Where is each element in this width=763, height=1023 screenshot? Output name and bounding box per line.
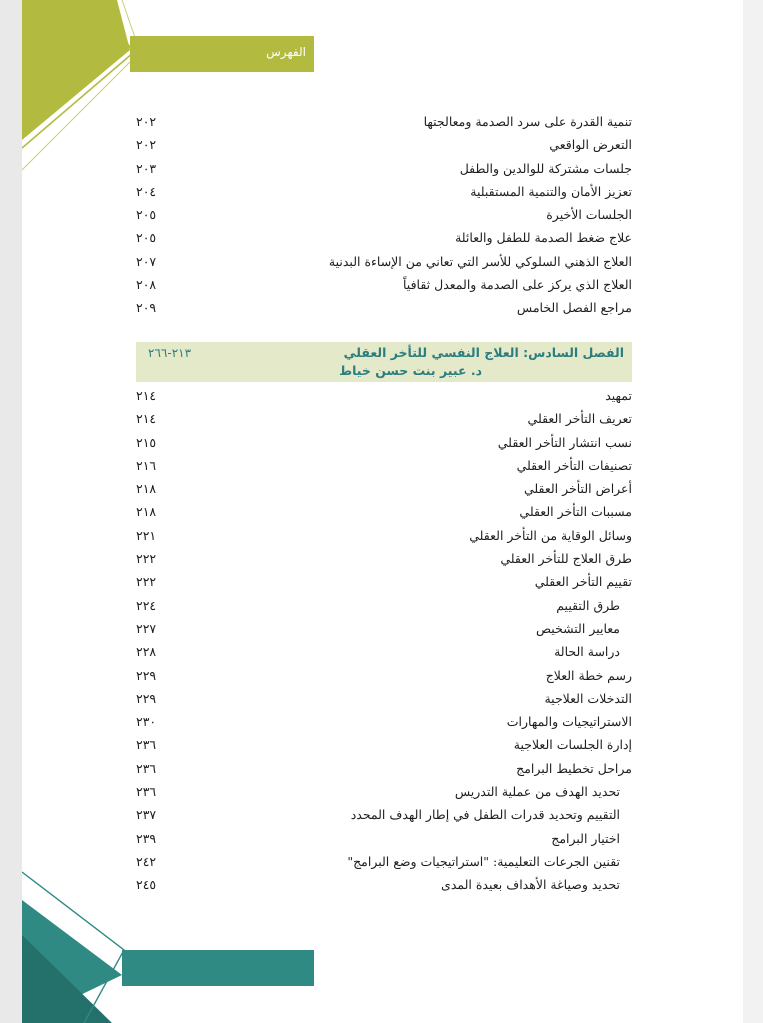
toc-entry: [136, 431, 632, 454]
toc-entry-page: ٢٢٩: [136, 667, 157, 683]
toc-entry-title: اختيار البرامج: [551, 830, 620, 846]
toc-entry: [136, 250, 632, 273]
toc-entry-title: مراحل تخطيط البرامج: [516, 760, 632, 776]
toc-entry-page: ٢٣٩: [136, 830, 157, 846]
page-title: الفهرس: [266, 45, 306, 59]
toc-entry-page: ٢٠٥: [136, 230, 157, 246]
toc-entry-page: ٢٣٦: [136, 737, 157, 753]
toc-entry-page: ٢٠٥: [136, 207, 157, 223]
toc-entry-title: دراسة الحالة: [554, 644, 620, 660]
toc-section-top: [136, 110, 632, 320]
toc-entry-title: الجلسات الأخيرة: [546, 207, 632, 223]
toc-entry-page: ٢٣٦: [136, 760, 157, 776]
toc-entry-page: ٢٢١: [136, 527, 157, 543]
toc-entry-title: تصنيفات التأخر العقلي: [516, 457, 632, 473]
toc-entry: [136, 664, 632, 687]
toc-entry-page: ٢٤٢: [136, 853, 157, 869]
toc-entry-page: ٢١٨: [136, 504, 157, 520]
toc-entry: [136, 110, 632, 133]
toc-entry-page: ٢٢٨: [136, 644, 157, 660]
toc-entry-title: علاج ضغط الصدمة للطفل والعائلة: [455, 230, 632, 246]
toc-entry-title: وسائل الوقاية من التأخر العقلي: [469, 527, 632, 543]
toc-entry: [136, 180, 632, 203]
toc-entry: [136, 570, 632, 593]
toc-entry: [136, 384, 632, 407]
toc-entry-page: ٢٣٦: [136, 784, 157, 800]
toc-entry-title: تقييم التأخر العقلي: [534, 574, 632, 590]
toc-entry-page: ٢٠٨: [136, 277, 157, 293]
toc-entry-page: ٢٤٥: [136, 877, 157, 893]
footer-bar: [122, 950, 314, 986]
toc-entry-page: ٢١٦: [136, 457, 157, 473]
toc-entry: [136, 640, 632, 663]
toc-entry-page: ٢٠٧: [136, 253, 157, 269]
toc-entry: [136, 850, 632, 873]
toc-entry-title: إدارة الجلسات العلاجية: [513, 737, 632, 753]
toc-entry-title: معايير التشخيص: [535, 620, 620, 636]
toc-entry: [136, 407, 632, 430]
toc-entry-title: تنمية القدرة على سرد الصدمة ومعالجتها: [423, 114, 632, 129]
toc-entry: [136, 157, 632, 180]
toc-entry-title: رسم خطة العلاج: [545, 667, 632, 683]
toc-entry-title: تعريف التأخر العقلي: [527, 411, 632, 427]
book-page: [22, 0, 743, 1023]
toc-entry-page: ٢٠٤: [136, 183, 157, 199]
toc-entry: [136, 273, 632, 296]
toc-entry-page: ٢١٤: [136, 411, 157, 427]
chapter-title: الفصل السادس: العلاج النفسي للتأخر العقلي: [343, 345, 624, 360]
toc-entry-page: ٢٢٤: [136, 597, 157, 613]
toc-entry: [136, 617, 632, 640]
toc-entry-title: تحديد وصياغة الأهداف بعيدة المدى: [441, 877, 620, 893]
toc-entry-page: ٢١٤: [136, 388, 157, 403]
toc-entry: [136, 477, 632, 500]
toc-entry: [136, 710, 632, 733]
toc-entry-title: تمهيد: [605, 388, 632, 403]
toc-entry-title: أعراض التأخر العقلي: [523, 481, 632, 497]
toc-entry-title: التقييم وتحديد قدرات الطفل في إطار الهدف المحدد: [350, 807, 620, 823]
toc-entry: [136, 594, 632, 617]
toc-entry-page: ٢٣٠: [136, 714, 157, 730]
toc-entry-page: ٢٠٩: [136, 300, 157, 316]
toc-entry-title: مراجع الفصل الخامس: [516, 300, 632, 316]
toc-entry: [136, 133, 632, 156]
chapter-page-range: ٢١٣-٢٦٦: [148, 346, 192, 360]
header-bar: [130, 36, 314, 72]
toc-entry: [136, 780, 632, 803]
toc-entry-page: ٢١٨: [136, 481, 157, 497]
toc-entry-page: ٢٣٧: [136, 807, 157, 823]
toc-entry: [136, 296, 632, 319]
toc-entry-page: ٢٢٧: [136, 620, 157, 636]
toc-entry: [136, 733, 632, 756]
toc-entry: [136, 454, 632, 477]
toc-entry: [136, 203, 632, 226]
toc-entry-page: ٢٢٢: [136, 574, 157, 590]
toc-entry: [136, 827, 632, 850]
toc-entry-title: العلاج الذي يركز على الصدمة والمعدل ثقافياً: [402, 277, 632, 293]
toc-entry: [136, 803, 632, 826]
toc-entry-page: ٢٢٢: [136, 551, 157, 567]
toc-entry-page: ٢١٥: [136, 434, 157, 450]
toc-entry: [136, 873, 632, 896]
toc-entry-page: ٢٠٢: [136, 137, 157, 153]
toc-entry-title: تقنين الجرعات التعليمية: "استراتيجيات وضع البرامج": [347, 853, 620, 869]
toc-entry-page: ٢٠٣: [136, 160, 157, 176]
toc-entry-title: تحديد الهدف من عملية التدريس: [454, 784, 620, 800]
toc-entry-title: طرق التقييم: [556, 597, 620, 613]
toc-entry: [136, 757, 632, 780]
toc-entry-page: ٢٠٢: [136, 114, 157, 129]
page-edge-shadow: [743, 0, 763, 1023]
toc-entry-title: طرق العلاج للتأخر العقلي: [500, 551, 632, 567]
toc-entry: [136, 226, 632, 249]
chapter-heading: [136, 342, 632, 382]
toc-entry-title: تعزيز الأمان والتنمية المستقبلية: [470, 183, 632, 199]
toc-entry-page: ٢٢٩: [136, 690, 157, 706]
toc-entry: [136, 500, 632, 523]
toc-section-bottom: [136, 384, 632, 897]
toc-entry-title: نسب انتشار التأخر العقلي: [497, 434, 632, 450]
toc-entry: [136, 547, 632, 570]
toc-entry-title: جلسات مشتركة للوالدين والطفل: [459, 160, 632, 176]
toc-entry-title: التعرض الواقعي: [549, 137, 632, 153]
toc-entry-title: العلاج الذهني السلوكي للأسر التي تعاني من الإساءة البدنية: [328, 253, 632, 269]
toc-entry-title: الاستراتيجيات والمهارات: [506, 714, 632, 730]
toc-entry-title: مسببات التأخر العقلي: [519, 504, 632, 520]
toc-entry: [136, 687, 632, 710]
toc-entry-title: التدخلات العلاجية: [544, 690, 632, 706]
chapter-author: د. عبير بنت حسن خياط: [339, 363, 482, 378]
toc-entry: [136, 524, 632, 547]
